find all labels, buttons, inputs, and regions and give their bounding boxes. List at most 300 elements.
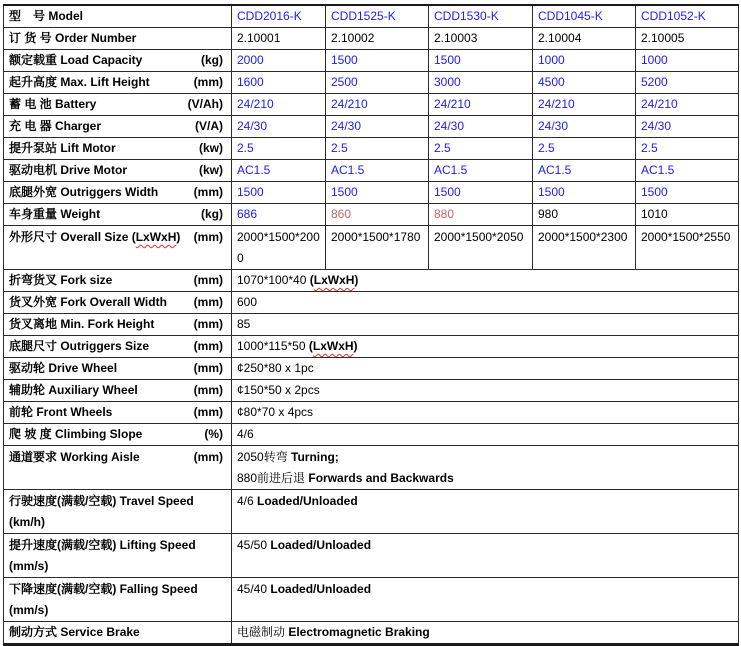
text-segment: (: [309, 273, 314, 287]
text-segment: 2.10002: [331, 31, 375, 45]
row-label-lift-motor: [4, 138, 232, 160]
text-segment: CDD1525-K: [331, 9, 396, 23]
value-drive-motor-CDD1530-K: [429, 160, 533, 182]
text-segment: 5200: [641, 75, 668, 89]
text-segment: AC1.5: [641, 163, 675, 177]
row-unit: (mm/s): [9, 559, 49, 573]
row-label-order-number: [4, 28, 232, 50]
value-load-capacity-CDD1052-K: [636, 50, 739, 72]
row-unit: (mm): [193, 185, 223, 199]
text-segment: 2.5: [237, 141, 254, 155]
text-segment: 4/6: [237, 494, 258, 508]
row-label-service-brake: [4, 622, 232, 645]
text-segment: 24/30: [641, 119, 672, 133]
row-label-text: [9, 623, 140, 642]
row-unit: (mm): [193, 405, 223, 419]
row-label-text: [9, 7, 83, 26]
value-battery-CDD2016-K: [232, 94, 326, 116]
value-line: [237, 468, 733, 489]
row-unit: (mm/s): [9, 603, 49, 617]
row-unit: (mm): [193, 75, 223, 89]
text-segment: (: [308, 339, 313, 353]
row-label-text: [9, 579, 226, 600]
row-label-text: [9, 381, 138, 400]
value-load-capacity-CDD1530-K: [429, 50, 533, 72]
row-label-wrap: [9, 51, 226, 70]
table-row-front-wheels: [4, 402, 739, 424]
text-segment: Loaded/Unloaded: [270, 538, 372, 552]
text-segment: LxWxH: [312, 339, 354, 353]
row-label-charger: [4, 116, 232, 138]
text-segment: CDD1530-K: [434, 9, 499, 23]
table-row-climbing-slope: [4, 424, 739, 446]
value-max-lift-height-CDD1045-K: [533, 72, 636, 94]
row-unit: (V/Ah): [187, 97, 223, 111]
text-segment: 制动方式 Service Brake: [9, 625, 140, 639]
value-drive-motor-CDD1052-K: [636, 160, 739, 182]
text-segment: 2.10005: [641, 31, 685, 45]
row-unit: (mm): [193, 450, 223, 464]
value-service-brake: [232, 622, 739, 645]
value-load-capacity-CDD1525-K: [326, 50, 429, 72]
table-row-service-brake: [4, 622, 739, 645]
text-segment: 2.10003: [434, 31, 478, 45]
text-segment: 底腿尺寸 Outriggers Size: [9, 339, 150, 353]
text-segment: 1500: [538, 185, 565, 199]
row-label-climbing-slope: [4, 424, 232, 446]
value-line: [237, 491, 733, 512]
text-segment: 1500: [237, 185, 264, 199]
value-weight-CDD1530-K: [429, 204, 533, 226]
text-segment: 外形尺寸 Overall Size (: [9, 230, 136, 244]
value-line: [237, 535, 733, 556]
text-segment: 1000: [641, 53, 668, 67]
text-segment: 车身重量 Weight: [9, 207, 101, 221]
row-unit: (kw): [199, 141, 223, 155]
value-outriggers-width-CDD1530-K: [429, 182, 533, 204]
row-label-text: [9, 29, 136, 48]
value-model-CDD2016-K: [232, 5, 326, 28]
row-label-model: [4, 5, 232, 28]
text-segment: 下降速度(满载/空载) Falling Speed: [9, 582, 198, 596]
table-row-working-aisle: [4, 446, 739, 490]
value-falling-speed: [232, 578, 739, 622]
text-segment: Loaded/Unloaded: [257, 494, 358, 508]
row-label-text: [9, 271, 112, 290]
text-segment: 880: [434, 207, 455, 221]
value-fork-overall-width: [232, 292, 739, 314]
text-segment: 2000: [237, 53, 264, 67]
value-order-number-CDD1530-K: [429, 28, 533, 50]
table-row-overall-size: [4, 226, 739, 270]
row-label-wrap: [9, 623, 226, 642]
value-battery-CDD1052-K: [636, 94, 739, 116]
row-unit: (%): [204, 427, 223, 441]
table-row-auxiliary-wheel: [4, 380, 739, 402]
value-line: [237, 337, 733, 356]
value-outriggers-width-CDD1045-K: [533, 182, 636, 204]
value-lift-motor-CDD1525-K: [326, 138, 429, 160]
text-segment: 24/210: [237, 97, 274, 111]
value-load-capacity-CDD1045-K: [533, 50, 636, 72]
value-lift-motor-CDD2016-K: [232, 138, 326, 160]
text-segment: 行驶速度(满载/空载) Travel Speed: [9, 494, 194, 508]
text-segment: 型 号 Model: [9, 9, 83, 23]
text-segment: 24/210: [434, 97, 471, 111]
table-row-order-number: [4, 28, 739, 50]
row-label-front-wheels: [4, 402, 232, 424]
text-segment: 爬 坡 度 Climbing Slope: [9, 427, 143, 441]
row-label-wrap: [9, 205, 226, 224]
row-label-text: [9, 315, 154, 334]
text-segment: 2.10001: [237, 31, 281, 45]
row-label-weight: [4, 204, 232, 226]
row-label-wrap: [9, 117, 226, 136]
text-segment: 起升高度 Max. Lift Height: [9, 75, 150, 89]
value-weight-CDD1045-K: [533, 204, 636, 226]
row-unit: (mm): [193, 339, 223, 353]
value-order-number-CDD1525-K: [326, 28, 429, 50]
value-front-wheels: [232, 402, 739, 424]
text-segment: ¢150*50 x 2pcs: [237, 383, 320, 397]
value-battery-CDD1525-K: [326, 94, 429, 116]
table-row-battery: [4, 94, 739, 116]
table-row-min-fork-height: [4, 314, 739, 336]
row-label-travel-speed: [4, 490, 232, 534]
text-segment: AC1.5: [331, 163, 365, 177]
table-row-max-lift-height: [4, 72, 739, 94]
row-label-min-fork-height: [4, 314, 232, 336]
value-weight-CDD1525-K: [326, 204, 429, 226]
value-drive-wheel: [232, 358, 739, 380]
value-line: [237, 271, 733, 290]
text-segment: Loaded/Unloaded: [270, 582, 372, 596]
table-row-outriggers-width: [4, 182, 739, 204]
text-segment: Electromagnetic Braking: [288, 625, 430, 639]
row-unit: (mm): [193, 273, 223, 287]
text-segment: 24/210: [538, 97, 575, 111]
table-row-fork-size: [4, 270, 739, 292]
value-max-lift-height-CDD1525-K: [326, 72, 429, 94]
value-min-fork-height: [232, 314, 739, 336]
text-segment: ¢80*70 x 4pcs: [237, 405, 314, 419]
row-label-text: [9, 51, 142, 70]
text-segment: 1500: [331, 185, 358, 199]
value-travel-speed: [232, 490, 739, 534]
row-label-text: [9, 337, 149, 356]
text-segment: 2050转弯: [237, 450, 292, 464]
text-segment: 2000*1500*2550: [641, 230, 731, 244]
value-line: [237, 381, 733, 400]
value-model-CDD1052-K: [636, 5, 739, 28]
row-label-wrap: [9, 447, 226, 468]
value-charger-CDD1045-K: [533, 116, 636, 138]
text-segment: 2000*1500*2050: [434, 230, 524, 244]
text-segment: 电磁制动: [237, 625, 289, 639]
text-segment: Turning;: [291, 450, 339, 464]
text-segment: 驱动轮 Drive Wheel: [9, 361, 118, 375]
value-order-number-CDD1045-K: [533, 28, 636, 50]
row-label-text: [9, 139, 116, 158]
row-label-text: [9, 293, 167, 312]
text-segment: 24/30: [331, 119, 362, 133]
value-drive-motor-CDD1045-K: [533, 160, 636, 182]
row-label-fork-overall-width: [4, 292, 232, 314]
text-segment: 额定载重 Load Capacity: [9, 53, 143, 67]
table-row-model: [4, 5, 739, 28]
table-row-lift-motor: [4, 138, 739, 160]
text-segment: 4/6: [237, 427, 254, 441]
text-segment: 1000: [538, 53, 565, 67]
row-unit: (kw): [199, 163, 223, 177]
text-segment: CDD1052-K: [641, 9, 706, 23]
table-row-load-capacity: [4, 50, 739, 72]
value-line: [237, 579, 733, 600]
value-line: [237, 623, 733, 642]
row-unit: (kg): [201, 207, 223, 221]
row-unit: (kg): [201, 53, 223, 67]
row-label-wrap: [9, 337, 226, 356]
text-segment: 24/210: [331, 97, 368, 111]
text-segment: 85: [237, 317, 251, 331]
text-segment: AC1.5: [237, 163, 271, 177]
text-segment: 45/40: [237, 582, 271, 596]
table-row-lifting-speed: [4, 534, 739, 578]
value-charger-CDD1052-K: [636, 116, 739, 138]
text-segment: 24/30: [434, 119, 465, 133]
text-segment: 2.10004: [538, 31, 582, 45]
value-weight-CDD2016-K: [232, 204, 326, 226]
row-label-wrap: [9, 293, 226, 312]
row-unit: (mm): [193, 383, 223, 397]
row-label-fork-size: [4, 270, 232, 292]
text-segment: ): [354, 273, 359, 287]
value-fork-size: [232, 270, 739, 292]
table-row-outriggers-size: [4, 336, 739, 358]
row-label-wrap: [9, 227, 226, 248]
text-segment: 860: [331, 207, 352, 221]
text-segment: AC1.5: [434, 163, 468, 177]
row-label-wrap: [9, 139, 226, 158]
text-segment: Forwards and Backwards: [308, 471, 454, 485]
text-segment: 辅助轮 Auxiliary Wheel: [9, 383, 138, 397]
text-segment: ): [353, 339, 358, 353]
row-label-wrap: [9, 7, 226, 26]
value-max-lift-height-CDD2016-K: [232, 72, 326, 94]
row-label-text: [9, 73, 150, 92]
row-unit: (V/A): [195, 119, 223, 133]
row-label-text: [9, 183, 158, 202]
value-lifting-speed: [232, 534, 739, 578]
text-segment: 底腿外宽 Outriggers Width: [9, 185, 159, 199]
value-model-CDD1525-K: [326, 5, 429, 28]
text-segment: LxWxH: [135, 230, 177, 244]
row-label-text: [9, 227, 180, 248]
table-row-travel-speed: [4, 490, 739, 534]
value-battery-CDD1530-K: [429, 94, 533, 116]
value-working-aisle: [232, 446, 739, 490]
text-segment: 45/50: [237, 538, 271, 552]
row-label-wrap: [9, 381, 226, 400]
row-label-working-aisle: [4, 446, 232, 490]
value-charger-CDD2016-K: [232, 116, 326, 138]
row-label-wrap: [9, 359, 226, 378]
value-outriggers-width-CDD2016-K: [232, 182, 326, 204]
value-model-CDD1045-K: [533, 5, 636, 28]
text-segment: 提升速度(满载/空载) Lifting Speed: [9, 538, 196, 552]
value-max-lift-height-CDD1530-K: [429, 72, 533, 94]
row-label-text: [9, 205, 100, 224]
row-label-text: [9, 95, 96, 114]
row-label-outriggers-width: [4, 182, 232, 204]
text-segment: CDD2016-K: [237, 9, 302, 23]
text-segment: 订 货 号 Order Number: [9, 31, 137, 45]
text-segment: 2.5: [538, 141, 555, 155]
text-segment: 货叉离地 Min. Fork Height: [9, 317, 155, 331]
value-max-lift-height-CDD1052-K: [636, 72, 739, 94]
value-lift-motor-CDD1052-K: [636, 138, 739, 160]
value-drive-motor-CDD1525-K: [326, 160, 429, 182]
row-label-drive-wheel: [4, 358, 232, 380]
row-unit: (mm): [193, 295, 223, 309]
text-segment: 686: [237, 207, 258, 221]
text-segment: 2000*1500*2300: [538, 230, 628, 244]
value-drive-motor-CDD2016-K: [232, 160, 326, 182]
value-overall-size-CDD1045-K: [533, 226, 636, 270]
row-unit: (mm): [193, 230, 223, 244]
value-overall-size-CDD2016-K: [232, 226, 326, 270]
text-segment: 2.5: [331, 141, 348, 155]
text-segment: 1500: [434, 53, 461, 67]
value-line: [237, 315, 733, 334]
row-label-overall-size: [4, 226, 232, 270]
text-segment: 980: [538, 207, 559, 221]
row-label-wrap: [9, 29, 226, 48]
value-line: [237, 293, 733, 312]
value-overall-size-CDD1052-K: [636, 226, 739, 270]
text-segment: 2000*1500*1780: [331, 230, 421, 244]
table-row-drive-wheel: [4, 358, 739, 380]
value-line: [237, 425, 733, 444]
value-model-CDD1530-K: [429, 5, 533, 28]
text-segment: 1000*115*50: [237, 339, 309, 353]
row-label-text: [9, 161, 127, 180]
row-label-wrap: [9, 73, 226, 92]
text-segment: 通道要求 Working Aisle: [9, 450, 140, 464]
value-outriggers-width-CDD1525-K: [326, 182, 429, 204]
row-label-falling-speed: [4, 578, 232, 622]
row-label-wrap: [9, 95, 226, 114]
text-segment: 24/30: [538, 119, 569, 133]
text-segment: 前轮 Front Wheels: [9, 405, 113, 419]
text-segment: 充 电 器 Charger: [9, 119, 102, 133]
row-label-text: [9, 403, 112, 422]
text-segment: LxWxH: [313, 273, 355, 287]
row-label-load-capacity: [4, 50, 232, 72]
text-segment: 2.5: [641, 141, 658, 155]
text-segment: 1600: [237, 75, 264, 89]
row-label-drive-motor: [4, 160, 232, 182]
row-label-text: [9, 491, 226, 512]
table-row-drive-motor: [4, 160, 739, 182]
text-segment: 2.5: [434, 141, 451, 155]
value-charger-CDD1525-K: [326, 116, 429, 138]
value-line: [237, 403, 733, 422]
row-label-wrap: [9, 161, 226, 180]
row-label-max-lift-height: [4, 72, 232, 94]
row-label-text: [9, 117, 101, 136]
row-unit: (km/h): [9, 515, 45, 529]
text-segment: 1500: [331, 53, 358, 67]
text-segment: 24/30: [237, 119, 268, 133]
text-segment: 蓄 电 池 Battery: [9, 97, 97, 111]
table-row-weight: [4, 204, 739, 226]
text-segment: 提升泵站 Lift Motor: [9, 141, 116, 155]
row-label-wrap: [9, 315, 226, 334]
text-segment: 2500: [331, 75, 358, 89]
text-segment: 1010: [641, 207, 668, 221]
row-label-text: [9, 447, 140, 468]
value-weight-CDD1052-K: [636, 204, 739, 226]
value-battery-CDD1045-K: [533, 94, 636, 116]
value-order-number-CDD2016-K: [232, 28, 326, 50]
text-segment: 折弯货叉 Fork size: [9, 273, 113, 287]
row-label-outriggers-size: [4, 336, 232, 358]
row-unit: (mm): [193, 317, 223, 331]
value-load-capacity-CDD2016-K: [232, 50, 326, 72]
text-segment: 1070*100*40: [237, 273, 310, 287]
value-charger-CDD1530-K: [429, 116, 533, 138]
text-segment: 600: [237, 295, 258, 309]
row-unit: (mm): [193, 361, 223, 375]
row-label-text: [9, 535, 226, 556]
table-row-falling-speed: [4, 578, 739, 622]
row-label-auxiliary-wheel: [4, 380, 232, 402]
text-segment: 2000*1500*2000: [237, 230, 320, 265]
value-order-number-CDD1052-K: [636, 28, 739, 50]
spec-table: [3, 4, 739, 646]
value-auxiliary-wheel: [232, 380, 739, 402]
value-overall-size-CDD1525-K: [326, 226, 429, 270]
row-label-wrap: [9, 425, 226, 444]
text-segment: 3000: [434, 75, 461, 89]
row-label-wrap: [9, 271, 226, 290]
row-label-battery: [4, 94, 232, 116]
text-segment: 驱动电机 Drive Motor: [9, 163, 128, 177]
text-segment: AC1.5: [538, 163, 572, 177]
row-label-text: [9, 425, 142, 444]
row-label-wrap: [9, 183, 226, 202]
text-segment: 1500: [434, 185, 461, 199]
value-overall-size-CDD1530-K: [429, 226, 533, 270]
value-line: [237, 359, 733, 378]
value-line: [237, 447, 733, 468]
value-lift-motor-CDD1045-K: [533, 138, 636, 160]
text-segment: 货叉外宽 Fork Overall Width: [9, 295, 167, 309]
row-label-wrap: [9, 403, 226, 422]
text-segment: ): [176, 230, 181, 244]
table-row-charger: [4, 116, 739, 138]
value-outriggers-width-CDD1052-K: [636, 182, 739, 204]
value-climbing-slope: [232, 424, 739, 446]
text-segment: 24/210: [641, 97, 678, 111]
text-segment: 4500: [538, 75, 565, 89]
row-label-lifting-speed: [4, 534, 232, 578]
text-segment: 1500: [641, 185, 668, 199]
row-label-text: [9, 359, 117, 378]
text-segment: CDD1045-K: [538, 9, 603, 23]
value-lift-motor-CDD1530-K: [429, 138, 533, 160]
